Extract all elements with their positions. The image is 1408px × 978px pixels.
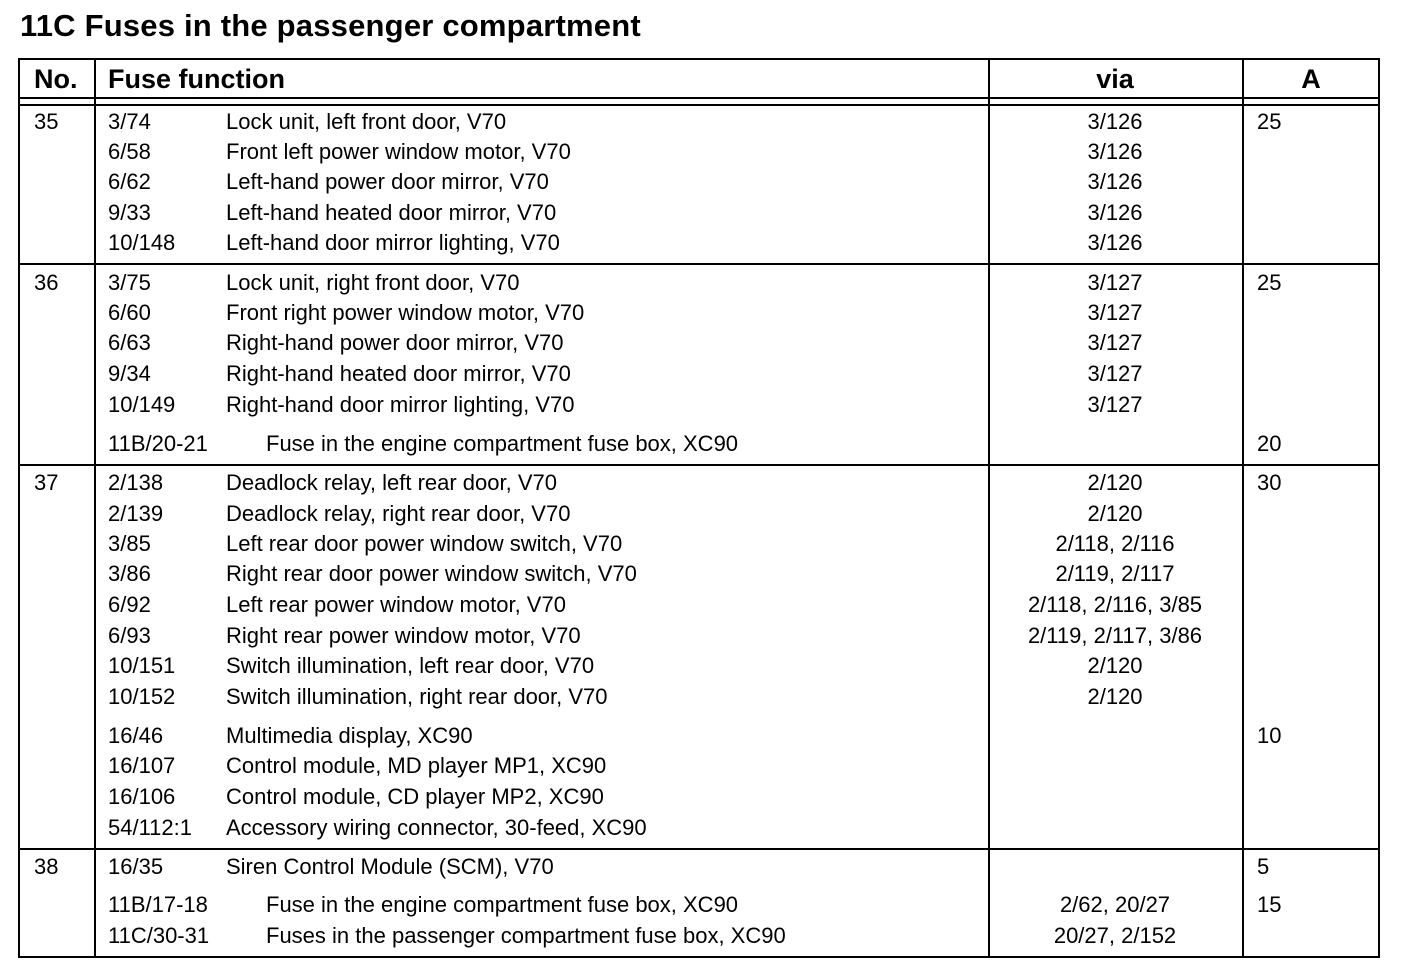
row-via: 20/27, 2/152 — [1053, 923, 1177, 948]
row-via: 3/127 — [1087, 270, 1143, 295]
row-code: 3/74 — [108, 109, 151, 134]
row-amp: 20 — [1257, 431, 1282, 456]
row-function: Control module, CD player MP2, XC90 — [226, 784, 604, 809]
row-code: 2/139 — [108, 501, 164, 526]
row-code: 3/75 — [108, 270, 151, 295]
row-amp: 5 — [1257, 854, 1270, 879]
header-no: No. — [34, 64, 78, 94]
row-code: 10/148 — [108, 230, 176, 255]
row-code: 16/106 — [108, 784, 176, 809]
row-code: 3/85 — [108, 531, 151, 556]
row-code: 6/62 — [108, 169, 151, 194]
row-function: Switch illumination, left rear door, V70 — [226, 653, 595, 678]
header-amp: A — [1301, 64, 1321, 94]
fuse-number: 37 — [34, 470, 59, 495]
row-code: 3/86 — [108, 561, 151, 586]
row-function: Fuse in the engine compartment fuse box, XC90 — [266, 892, 739, 917]
header-rule-lower — [20, 104, 1378, 106]
row-amp: 10 — [1257, 723, 1282, 748]
fuse-number: 36 — [34, 270, 59, 295]
row-amp: 15 — [1257, 892, 1282, 917]
row-function: Fuses in the passenger compartment fuse box, XC90 — [266, 923, 786, 948]
row-via: 2/118, 2/116, 3/85 — [1027, 592, 1203, 617]
page-title: 11C Fuses in the passenger compartment — [20, 8, 641, 43]
row-code: 11C/30-31 — [108, 923, 210, 948]
row-function: Right-hand power door mirror, V70 — [226, 330, 564, 355]
row-function: Lock unit, left front door, V70 — [226, 109, 507, 134]
column-divider-no — [94, 60, 96, 956]
row-function: Right-hand door mirror lighting, V70 — [226, 392, 575, 417]
row-amp: 25 — [1257, 109, 1282, 134]
fuse-number: 35 — [34, 109, 59, 134]
row-code: 10/151 — [108, 653, 176, 678]
row-function: Fuse in the engine compartment fuse box, XC90 — [266, 431, 739, 456]
row-function: Accessory wiring connector, 30-feed, XC90 — [226, 815, 647, 840]
row-function: Deadlock relay, right rear door, V70 — [226, 501, 571, 526]
row-function: Front left power window motor, V70 — [226, 139, 571, 164]
row-code: 11B/20-21 — [108, 431, 208, 456]
row-via: 2/62, 20/27 — [1059, 892, 1171, 917]
row-via: 3/126 — [1087, 139, 1143, 164]
row-code: 54/112:1 — [108, 815, 193, 840]
row-function: Deadlock relay, left rear door, V70 — [226, 470, 557, 495]
fuse-number: 38 — [34, 854, 59, 879]
row-via: 2/120 — [1087, 684, 1143, 709]
row-code: 6/60 — [108, 300, 151, 325]
row-code: 6/92 — [108, 592, 151, 617]
header-function: Fuse function — [108, 64, 285, 94]
row-via: 3/126 — [1087, 169, 1143, 194]
row-code: 10/152 — [108, 684, 176, 709]
row-code: 16/46 — [108, 723, 164, 748]
row-via: 3/127 — [1087, 392, 1143, 417]
row-code: 11B/17-18 — [108, 892, 208, 917]
row-function: Multimedia display, XC90 — [226, 723, 473, 748]
row-function: Left-hand power door mirror, V70 — [226, 169, 549, 194]
row-via: 3/127 — [1087, 330, 1143, 355]
row-via: 2/120 — [1087, 653, 1143, 678]
row-code: 6/93 — [108, 623, 151, 648]
row-via: 3/126 — [1087, 109, 1143, 134]
row-code: 2/138 — [108, 470, 164, 495]
row-function: Right rear door power window switch, V70 — [226, 561, 637, 586]
row-function: Right-hand heated door mirror, V70 — [226, 361, 571, 386]
row-code: 16/35 — [108, 854, 164, 879]
row-via: 2/118, 2/116 — [1055, 531, 1175, 556]
group-divider — [20, 848, 1378, 850]
row-via: 2/119, 2/117 — [1055, 561, 1175, 586]
row-code: 10/149 — [108, 392, 176, 417]
row-function: Front right power window motor, V70 — [226, 300, 585, 325]
group-divider — [20, 263, 1378, 265]
row-function: Left rear door power window switch, V70 — [226, 531, 623, 556]
row-via: 3/126 — [1087, 200, 1143, 225]
header-via: via — [1096, 64, 1134, 94]
row-amp: 25 — [1257, 270, 1282, 295]
row-function: Lock unit, right front door, V70 — [226, 270, 520, 295]
row-via: 3/127 — [1087, 361, 1143, 386]
row-code: 9/33 — [108, 200, 151, 225]
row-function: Siren Control Module (SCM), V70 — [226, 854, 554, 879]
header-rule-upper — [20, 97, 1378, 99]
row-code: 6/58 — [108, 139, 151, 164]
row-code: 6/63 — [108, 330, 151, 355]
row-function: Left-hand heated door mirror, V70 — [226, 200, 557, 225]
row-via: 2/119, 2/117, 3/86 — [1027, 623, 1203, 648]
group-divider — [20, 464, 1378, 466]
row-function: Left rear power window motor, V70 — [226, 592, 566, 617]
row-function: Left-hand door mirror lighting, V70 — [226, 230, 560, 255]
row-via: 2/120 — [1087, 470, 1143, 495]
row-function: Switch illumination, right rear door, V70 — [226, 684, 608, 709]
row-via: 3/127 — [1087, 300, 1143, 325]
row-code: 9/34 — [108, 361, 151, 386]
row-amp: 30 — [1257, 470, 1282, 495]
row-via: 2/120 — [1087, 501, 1143, 526]
row-via: 3/126 — [1087, 230, 1143, 255]
row-code: 16/107 — [108, 753, 176, 778]
row-function: Control module, MD player MP1, XC90 — [226, 753, 607, 778]
row-function: Right rear power window motor, V70 — [226, 623, 581, 648]
column-divider-via — [1242, 60, 1244, 956]
fuse-table — [18, 58, 1380, 958]
